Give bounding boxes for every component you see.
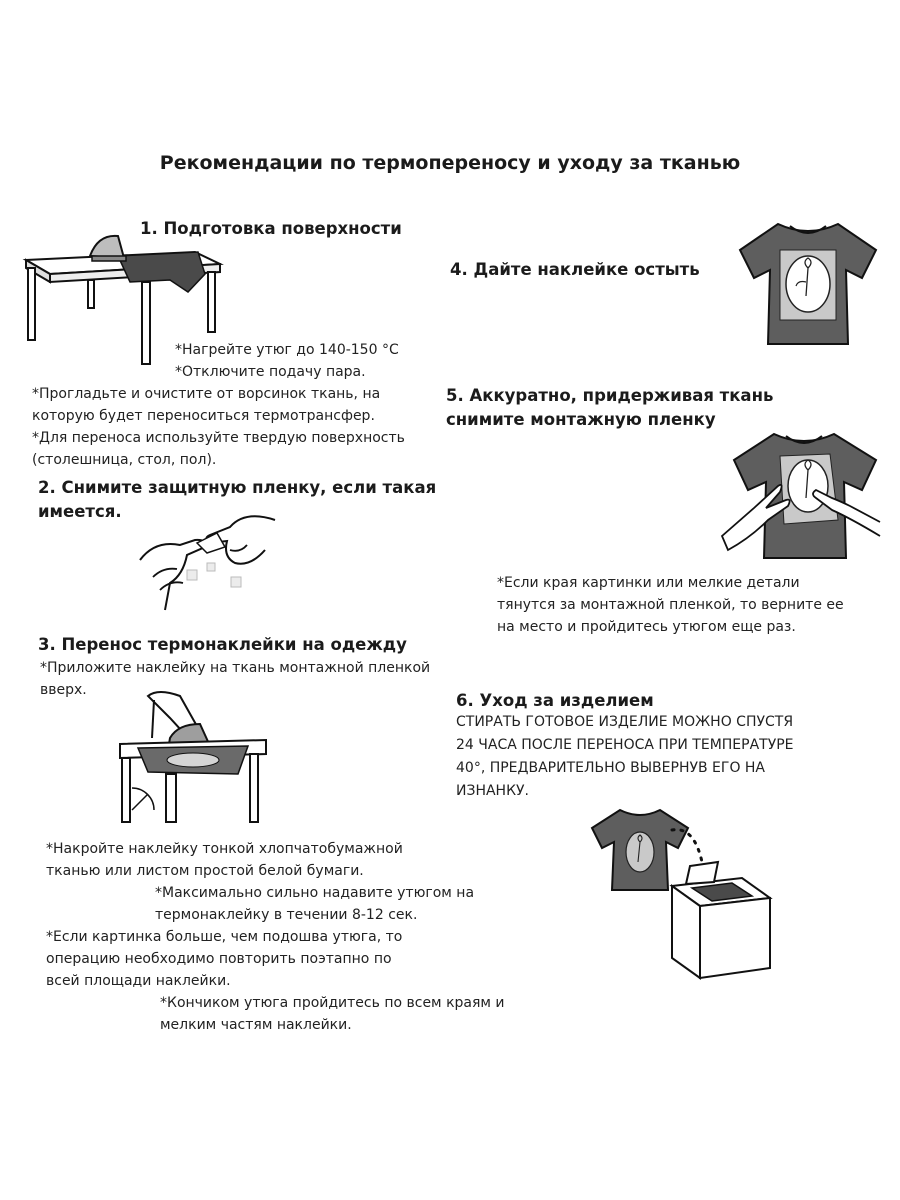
step3-line: *Максимально сильно надавите утюгом на	[155, 885, 475, 901]
step3-line: мелким частям наклейки.	[160, 1017, 352, 1033]
step5-note: на место и пройдитесь утюгом еще раз.	[497, 619, 796, 635]
step3-intro: вверх.	[40, 682, 87, 698]
step6-line: 40°, ПРЕДВАРИТЕЛЬНО ВЫВЕРНУВ ЕГО НА	[456, 760, 766, 776]
step6-line: СТИРАТЬ ГОТОВОЕ ИЗДЕЛИЕ МОЖНО СПУСТЯ	[456, 714, 794, 730]
step3-line: *Накройте наклейку тонкой хлопчатобумажной	[46, 841, 403, 857]
step1-line: *Отключите подачу пара.	[175, 364, 366, 380]
step1-line: *Прогладьте и очистите от ворсинок ткань, на	[32, 386, 381, 402]
step2-heading: имеется.	[38, 502, 122, 521]
step3-line: термонаклейку в течении 8-12 сек.	[155, 907, 418, 923]
step3-line: операцию необходимо повторить поэтапно по	[46, 951, 392, 967]
peel-film-hands-illustration	[135, 505, 280, 615]
step3-intro: *Приложите наклейку на ткань монтажной пленкой	[40, 660, 431, 676]
step3-line: тканью или листом простой белой бумаги.	[46, 863, 364, 879]
step6-line: 24 ЧАСА ПОСЛЕ ПЕРЕНОСА ПРИ ТЕМПЕРАТУРЕ	[456, 737, 794, 753]
step5-note: *Если края картинки или мелкие детали	[497, 575, 800, 591]
iron-press-illustration	[118, 688, 268, 828]
washing-machine-illustration	[592, 806, 777, 986]
step6-line: ИЗНАНКУ.	[456, 783, 530, 799]
step1-line: которую будет переноситься термотрансфер.	[32, 408, 375, 424]
step1-line: *Для переноса используйте твердую поверхность	[32, 430, 405, 446]
tshirt-icon	[738, 218, 878, 348]
step1-heading: 1. Подготовка поверхности	[140, 219, 402, 238]
step3-line: всей площади наклейки.	[46, 973, 231, 989]
step3-heading: 3. Перенос термонаклейки на одежду	[38, 635, 407, 654]
tshirt-peel-illustration	[720, 428, 880, 563]
step3-line: *Если картинка больше, чем подошва утюга, то	[46, 929, 403, 945]
step6-heading: 6. Уход за изделием	[456, 691, 654, 710]
step1-line: (столешница, стол, пол).	[32, 452, 217, 468]
page-title: Рекомендации по термопереносу и уходу за тканью	[159, 152, 741, 174]
step4-heading: 4. Дайте наклейке остыть	[450, 260, 700, 279]
step3-line: *Кончиком утюга пройдитесь по всем краям и	[160, 995, 505, 1011]
step5-heading: 5. Аккуратно, придерживая ткань	[446, 386, 774, 405]
step5-note: тянутся за монтажной пленкой, то верните ее	[497, 597, 844, 613]
step1-line: *Нагрейте утюг до 140-150 °C	[175, 342, 399, 358]
step5-heading: снимите монтажную пленку	[446, 410, 716, 429]
step2-heading: 2. Снимите защитную пленку, если такая	[38, 478, 437, 497]
